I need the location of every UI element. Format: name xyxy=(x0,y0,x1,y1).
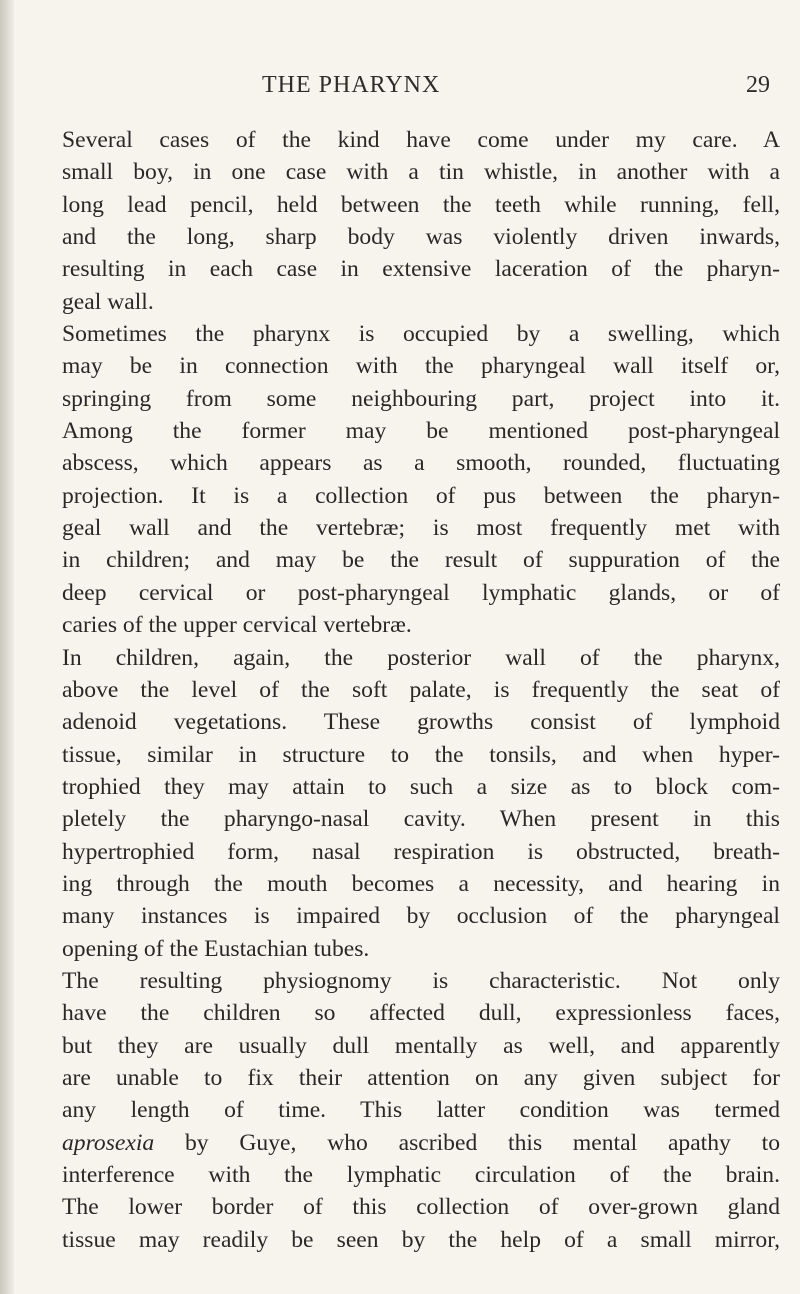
text-line: many instances is impaired by occlusion of the pharyngeal xyxy=(62,903,780,930)
running-head xyxy=(0,72,800,112)
text-line: pletely the pharyngo-nasal cavity. When present in this xyxy=(62,806,780,833)
page-number: 29 xyxy=(746,72,770,98)
text-line: Among the former may be mentioned post-pharyngeal xyxy=(62,418,780,445)
text-line: projection. It is a collection of pus between the pharyn- xyxy=(62,482,780,509)
text-line: but they are usually dull mentally as well, and apparently xyxy=(62,1032,780,1059)
text-line: may be in connection with the pharyngeal wall itself or, xyxy=(62,353,780,380)
text-line: trophied they may attain to such a size as to block com- xyxy=(62,773,780,800)
body-text xyxy=(62,124,780,1256)
text-line: adenoid vegetations. These growths consist of lymphoid xyxy=(62,709,780,736)
text-segment: by Guye, who ascribed this mental apathy to xyxy=(154,1129,780,1156)
running-title: THE PHARYNX xyxy=(262,72,441,98)
text-line: In children, again, the posterior wall of the pharynx, xyxy=(62,644,780,671)
text-line: small boy, in one case with a tin whistle, in another with a xyxy=(62,159,780,186)
text-line: ing through the mouth becomes a necessity, and hearing in xyxy=(62,870,780,897)
text-line: abscess, which appears as a smooth, rounded, fluctuating xyxy=(62,450,780,477)
text-line: any length of time. This latter condition was termed xyxy=(62,1097,780,1124)
text-line: in children; and may be the result of suppuration of the xyxy=(62,547,780,574)
text-line: and the long, sharp body was violently driven inwards, xyxy=(62,224,780,251)
text-line: springing from some neighbouring part, project into it. xyxy=(62,385,780,412)
text-line: above the level of the soft palate, is frequently the seat of xyxy=(62,676,780,703)
text-line: have the children so affected dull, expressionless faces, xyxy=(62,1000,780,1027)
text-line: opening of the Eustachian tubes. xyxy=(62,935,370,962)
text-line: The resulting physiognomy is characteristic. Not only xyxy=(62,967,780,994)
text-line: Several cases of the kind have come under my care. A xyxy=(62,127,780,153)
text-line: interference with the lymphatic circulation of the brain. xyxy=(62,1162,780,1188)
text-line xyxy=(62,1127,780,1159)
text-line: tissue may readily be seen by the help of a small mirror, xyxy=(62,1226,780,1253)
text-line: long lead pencil, held between the teeth while running, fell, xyxy=(62,191,780,218)
page-gutter-shadow xyxy=(0,0,14,1294)
text-line: geal wall and the vertebræ; is most frequently met with xyxy=(62,515,780,542)
text-line: geal wall. xyxy=(62,288,154,315)
text-line: The lower border of this collection of over-grown gland xyxy=(62,1194,780,1221)
text-line: caries of the upper cervical vertebræ. xyxy=(62,612,412,639)
text-line: Sometimes the pharynx is occupied by a swelling, which xyxy=(62,321,780,348)
text-line: hypertrophied form, nasal respiration is obstructed, breath- xyxy=(62,838,780,865)
text-line: deep cervical or post-pharyngeal lymphatic glands, or of xyxy=(62,579,780,606)
italic-term: aprosexia xyxy=(62,1129,155,1156)
text-line: tissue, similar in structure to the tonsils, and when hyper- xyxy=(62,741,780,768)
text-line: are unable to fix their attention on any given subject for xyxy=(62,1064,780,1091)
text-line: resulting in each case in extensive laceration of the pharyn- xyxy=(62,256,780,283)
